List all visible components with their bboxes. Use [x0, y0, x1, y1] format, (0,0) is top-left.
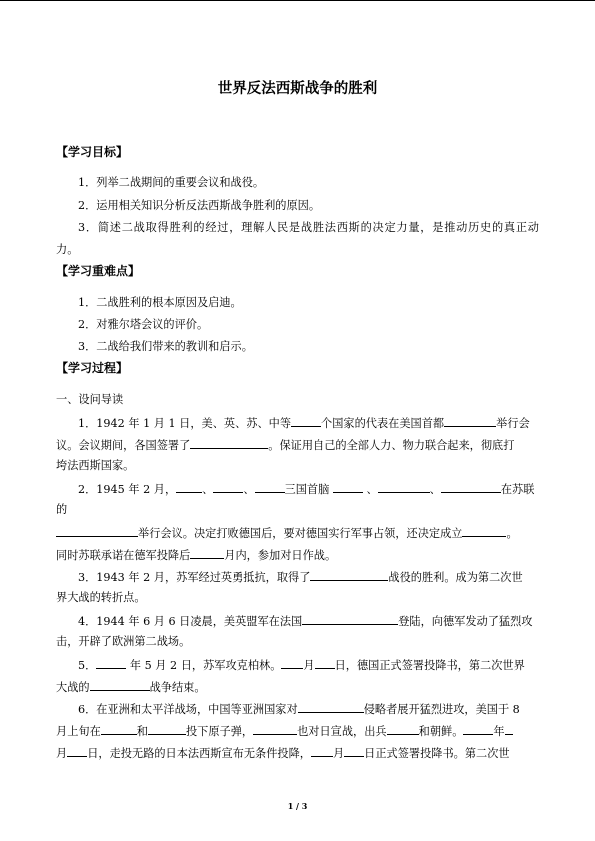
- fill-blank[interactable]: [444, 415, 496, 427]
- question-1-line-2: 议。会议期间，各国签署了 。保证用自己的全部人力、物力联合起来，彻底打: [56, 439, 515, 452]
- fill-blank[interactable]: [310, 569, 388, 581]
- fill-blank[interactable]: [96, 657, 126, 669]
- fill-blank[interactable]: [101, 723, 137, 735]
- fill-blank[interactable]: [311, 745, 333, 757]
- question-2-line-4: 同时苏联承诺在德军投降后 月内，参加对日作战。: [56, 549, 337, 562]
- fill-blank[interactable]: [291, 415, 321, 427]
- fill-blank[interactable]: [441, 481, 501, 493]
- fill-blank[interactable]: [190, 437, 268, 449]
- key-point-item-2: 2．对雅尔塔会议的评价。: [78, 318, 209, 331]
- question-6-line-2: 月上旬在 和 投下原子弹， 也对日宣战，出兵 和朝鲜。 年: [56, 723, 539, 739]
- fill-blank[interactable]: [190, 547, 224, 559]
- fill-blank[interactable]: [344, 745, 364, 757]
- process-heading: 【学习过程】: [56, 361, 129, 375]
- fill-blank[interactable]: [255, 481, 285, 493]
- fill-blank[interactable]: [333, 481, 363, 493]
- fill-blank[interactable]: [298, 701, 364, 713]
- key-points-heading: 【学习重难点】: [56, 264, 141, 278]
- question-2-line-1: 2．1945 年 2 月， 、 、 三国首脑 、 、 在苏联: [78, 483, 535, 496]
- key-point-item-3: 3．二战给我们带来的教训和启示。: [78, 340, 253, 353]
- fill-blank[interactable]: [148, 723, 186, 735]
- key-point-item-1: 1．二战胜利的根本原因及启迪。: [78, 296, 242, 309]
- goal-item-1: 1．列举二战期间的重要会议和战役。: [78, 176, 265, 189]
- top-border-line: [0, 0, 595, 1]
- fill-blank[interactable]: [56, 525, 138, 537]
- question-4-line-1: 4．1944 年 6 月 6 日凌晨，美英盟军在法国 登陆，向德军发动了猛烈攻: [78, 615, 533, 628]
- question-6-line-3: 月 日，走投无路的日本法西斯宣布无条件投降， 月 日正式签署投降书。第二次世: [56, 747, 510, 760]
- question-4-line-2: 击，开辟了欧洲第二战场。: [56, 635, 191, 648]
- fill-blank[interactable]: [90, 679, 150, 691]
- question-2-line-3: 举行会议。决定打败德国后，要对德国实行军事占领，还决定成立 。: [56, 525, 539, 541]
- question-6-line-1: 6．在亚洲和太平洋战场，中国等亚洲国家对 侵略者展开猛烈进攻，美国于 8: [78, 703, 520, 716]
- fill-blank[interactable]: [67, 745, 87, 757]
- fill-blank[interactable]: [462, 525, 506, 537]
- goal-item-2: 2．运用相关知识分析反法西斯战争胜利的原因。: [78, 199, 321, 212]
- question-5-line-1: 5． 年 5 月 2 日，苏军攻克柏林。 月 日，德国正式签署投降书，第二次世界: [78, 659, 525, 672]
- fill-blank[interactable]: [505, 723, 513, 735]
- fill-blank[interactable]: [387, 723, 419, 735]
- question-1-line-1: 1．1942 年 1 月 1 日，美、英、苏、中等 个国家的代表在美国首都 举行会: [78, 417, 530, 430]
- question-3-line-2: 界大战的转折点。: [56, 591, 146, 604]
- fill-blank[interactable]: [378, 481, 430, 493]
- question-3-line-1: 3．1943 年 2 月，苏军经过英勇抵抗，取得了 战役的胜利。成为第二次世: [78, 571, 523, 584]
- fill-blank[interactable]: [315, 657, 335, 669]
- question-5-line-2: 大战的 战争结束。: [56, 681, 206, 694]
- fill-blank[interactable]: [176, 481, 202, 493]
- goal-item-3: 3．简述二战取得胜利的经过，理解人民是战胜法西斯的决定力量，是推动历史的真正动: [78, 221, 539, 234]
- question-2-line-2: 的: [56, 503, 68, 516]
- fill-blank[interactable]: [253, 723, 297, 735]
- fill-blank[interactable]: [463, 723, 493, 735]
- page-title: 世界反法西斯战争的胜利: [217, 81, 378, 97]
- fill-blank[interactable]: [302, 613, 398, 625]
- page-number: 1 / 3: [287, 801, 308, 811]
- goal-item-3-cont: 力。: [56, 243, 79, 256]
- fill-blank[interactable]: [281, 657, 303, 669]
- fill-blank[interactable]: [213, 481, 243, 493]
- goals-heading: 【学习目标】: [56, 145, 129, 159]
- process-subheading: 一、设问导读: [56, 393, 124, 406]
- question-1-line-3: 垮法西斯国家。: [56, 459, 135, 472]
